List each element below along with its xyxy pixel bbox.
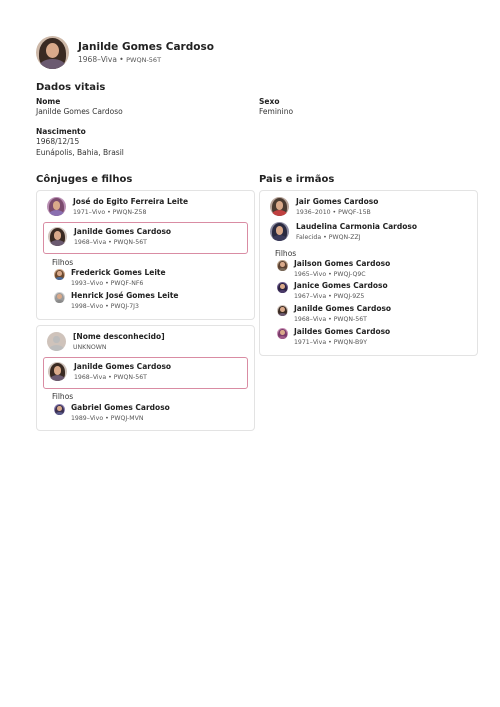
sibling-person[interactable] <box>277 259 390 279</box>
father-name: Jair Gomes Cardoso <box>296 197 379 206</box>
mother-meta: Falecida • PWQN-ZZJ <box>296 234 361 241</box>
children-label: Filhos <box>275 249 297 258</box>
mother-name: Laudelina Carmonia Cardoso <box>296 222 418 231</box>
sex-label: Sexo <box>259 97 280 106</box>
mother-photo-icon <box>270 222 289 241</box>
child-name: Henrick José Gomes Leite <box>71 291 179 300</box>
person-name: Janilde Gomes Cardoso <box>78 41 214 53</box>
self-meta: 1968–Viva • PWQN-56T <box>74 239 147 246</box>
birth-place: Eunápolis, Bahia, Brasil <box>36 148 124 157</box>
child-person[interactable] <box>54 403 170 423</box>
father-meta: 1936–2010 • PWQF-15B <box>296 209 371 216</box>
self-meta: 1968–Viva • PWQN-56T <box>74 374 147 381</box>
child-name: Gabriel Gomes Cardoso <box>71 403 170 412</box>
father-person[interactable] <box>270 197 378 217</box>
person-lifespan <box>78 55 214 64</box>
parents-title: Pais e irmãos <box>259 174 335 185</box>
birth-date: 1968/12/15 <box>36 137 80 146</box>
person-id[interactable]: PWQN-56T <box>126 56 162 64</box>
name-label: Nome <box>36 97 61 106</box>
family-card-2 <box>36 325 255 431</box>
children-label: Filhos <box>52 258 74 267</box>
self-person[interactable] <box>43 222 248 254</box>
sibling-name: Jaildes Gomes Cardoso <box>294 327 391 336</box>
family-card-1 <box>36 190 255 320</box>
sibling-photo-icon <box>277 260 288 271</box>
self-person[interactable] <box>43 357 248 389</box>
sibling-photo-icon <box>277 282 288 293</box>
sibling-person[interactable] <box>277 327 390 347</box>
sex-value: Feminino <box>259 107 294 116</box>
spouses-title: Cônjuges e filhos <box>36 174 133 185</box>
children-label: Filhos <box>52 392 74 401</box>
sibling-photo-icon <box>277 305 288 316</box>
sibling-name: Jailson Gomes Cardoso <box>294 259 391 268</box>
child-meta: 1989–Vivo • PWQJ-MVN <box>71 415 144 422</box>
vitals-title: Dados vitais <box>36 82 106 93</box>
sibling-name: Janilde Gomes Cardoso <box>294 304 392 313</box>
child-photo-icon <box>54 269 65 280</box>
name-value: Janilde Gomes Cardoso <box>36 107 123 116</box>
spouse-name: José do Egito Ferreira Leite <box>73 197 189 206</box>
spouse-name: [Nome desconhecido] <box>73 332 165 341</box>
parents-card <box>259 190 478 356</box>
person-header <box>36 36 214 69</box>
person-photo-icon[interactable] <box>36 36 69 69</box>
sibling-meta: 1965–Vivo • PWQJ-Q9C <box>294 271 366 278</box>
mother-person[interactable] <box>270 222 417 242</box>
self-name: Janilde Gomes Cardoso <box>74 362 172 371</box>
child-photo-icon <box>54 292 65 303</box>
lifespan-text: 1968–Viva • <box>78 55 124 64</box>
sibling-name: Janice Gomes Cardoso <box>294 281 388 290</box>
child-meta: 1998–Vivo • PWQJ-7J3 <box>71 303 139 310</box>
self-photo-icon <box>48 362 67 381</box>
spouse-photo-icon <box>47 197 66 216</box>
child-meta: 1993–Vivo • PWQF-NF6 <box>71 280 144 287</box>
father-photo-icon <box>270 197 289 216</box>
spouse-meta: 1971–Vivo • PWQN-Z58 <box>73 209 147 216</box>
sibling-meta: 1967–Viva • PWQJ-9Z5 <box>294 293 365 300</box>
child-name: Frederick Gomes Leite <box>71 268 166 277</box>
spouse-meta: UNKNOWN <box>73 344 107 351</box>
sibling-person[interactable] <box>277 304 391 324</box>
spouse-person[interactable] <box>47 332 165 352</box>
child-person[interactable] <box>54 291 179 311</box>
spouse-person[interactable] <box>47 197 188 217</box>
sibling-person[interactable] <box>277 281 388 301</box>
child-person[interactable] <box>54 268 166 288</box>
birth-label: Nascimento <box>36 127 86 136</box>
sibling-meta: 1971–Viva • PWQN-B9Y <box>294 339 368 346</box>
sibling-meta: 1968–Viva • PWQN-56T <box>294 316 367 323</box>
self-name: Janilde Gomes Cardoso <box>74 227 172 236</box>
unknown-person-icon <box>47 332 66 351</box>
self-photo-icon <box>48 227 67 246</box>
child-photo-icon <box>54 404 65 415</box>
sibling-photo-icon <box>277 328 288 339</box>
